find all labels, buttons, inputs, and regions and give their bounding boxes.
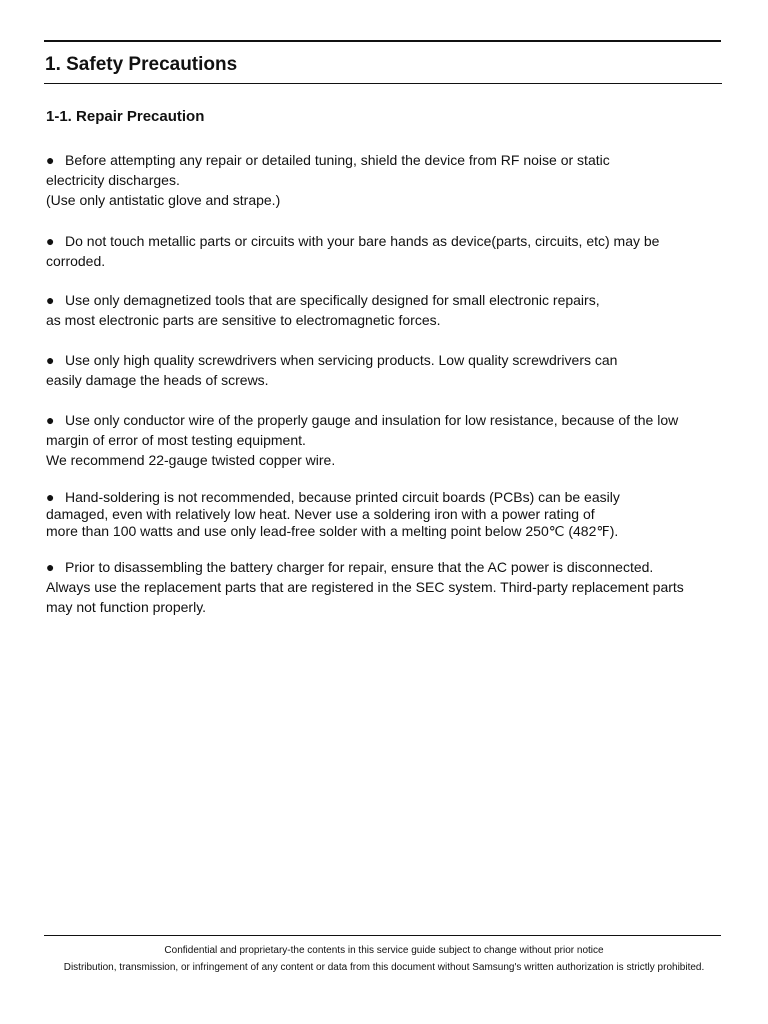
section-title: 1-1. Repair Precaution	[46, 108, 205, 125]
header-rule-thin	[44, 83, 722, 84]
precaution-line: corroded.	[46, 253, 106, 269]
precaution-line	[46, 557, 726, 577]
footer-rule	[44, 935, 721, 936]
precaution-item-bare-hands	[46, 231, 726, 271]
bullet-icon: ●	[46, 152, 55, 168]
header-rule-thick	[44, 40, 721, 42]
bullet-icon: ●	[46, 352, 55, 368]
footer-confidential-notice: Confidential and proprietary-the contents in this service guide subject to change without prior notice	[164, 945, 604, 956]
precaution-text: Use only conductor wire of the properly gauge and insulation for low resistance, because of the low	[65, 412, 679, 428]
precaution-line: electricity discharges.	[46, 172, 180, 188]
precaution-item-screwdrivers	[46, 350, 726, 390]
bullet-icon: ●	[46, 412, 55, 428]
bullet-icon: ●	[46, 559, 55, 575]
precaution-text: Use only demagnetized tools that are specifically designed for small electronic repairs,	[65, 292, 600, 308]
precaution-item-conductor-wire	[46, 410, 726, 470]
precaution-item-battery-charger	[46, 557, 726, 617]
precaution-line: margin of error of most testing equipment.	[46, 432, 306, 448]
precaution-line: (Use only antistatic glove and strape.)	[46, 192, 281, 208]
precaution-text: Before attempting any repair or detailed tuning, shield the device from RF noise or static	[65, 152, 610, 168]
precaution-item-rf-shielding	[46, 150, 726, 210]
page-title: 1. Safety Precautions	[45, 54, 238, 75]
precaution-line	[46, 410, 726, 430]
precaution-text: Do not touch metallic parts or circuits with your bare hands as device(parts, circuits, etc) may be	[65, 233, 660, 249]
precaution-line: damaged, even with relatively low heat. Never use a soldering iron with a power rating of	[46, 506, 595, 522]
precaution-text: Hand-soldering is not recommended, because printed circuit boards (PCBs) can be easily	[65, 489, 620, 505]
precaution-line: We recommend 22-gauge twisted copper wire.	[46, 452, 336, 468]
precaution-line	[46, 489, 726, 506]
precaution-line: may not function properly.	[46, 599, 207, 615]
precaution-line: Always use the replacement parts that are registered in the SEC system. Third-party replacement parts	[46, 579, 684, 595]
precaution-line	[46, 150, 726, 170]
precaution-line: as most electronic parts are sensitive to electromagnetic forces.	[46, 312, 441, 328]
precaution-item-hand-soldering	[46, 489, 726, 540]
precaution-text: Prior to disassembling the battery charger for repair, ensure that the AC power is disconnected.	[65, 559, 654, 575]
bullet-icon: ●	[46, 489, 55, 505]
precaution-line	[46, 231, 726, 251]
bullet-icon: ●	[46, 292, 55, 308]
precaution-text: Use only high quality screwdrivers when servicing products. Low quality screwdrivers can	[65, 352, 618, 368]
precaution-item-demagnetized-tools	[46, 290, 726, 330]
bullet-icon: ●	[46, 233, 55, 249]
precaution-line: easily damage the heads of screws.	[46, 372, 269, 388]
precaution-line	[46, 290, 726, 310]
precaution-line	[46, 350, 726, 370]
precaution-line: more than 100 watts and use only lead-free solder with a melting point below 250℃ (482℉).	[46, 523, 619, 539]
footer-distribution-notice: Distribution, transmission, or infringement of any content or data from this document without Samsung's written authorization is strictly prohibited.	[63, 962, 705, 973]
